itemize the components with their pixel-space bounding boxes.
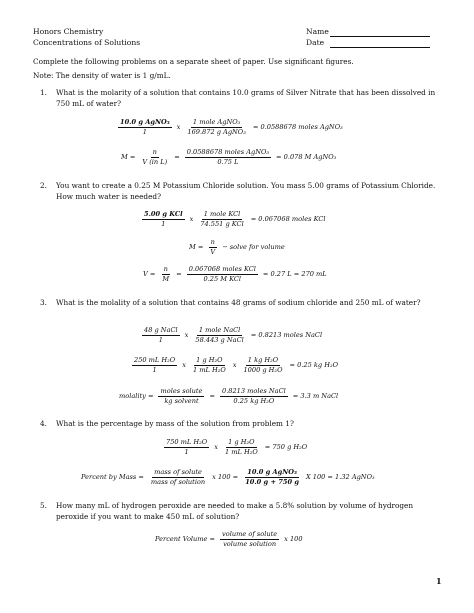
problem-3-molality: [116, 387, 341, 405]
numerator: 0.0588678 moles AgNO₃: [186, 148, 270, 156]
lhs: Percent by Mass =: [81, 473, 144, 481]
denominator: 1: [142, 127, 147, 136]
numerator: 1 mole NaCl: [198, 326, 241, 334]
problem-3-moles: [140, 326, 325, 344]
numerator: 10.0 g AgNO₃: [247, 468, 297, 476]
result: = 750 g H₂O: [264, 443, 308, 451]
problem-2-number: 2.: [40, 181, 47, 190]
numerator: 250 mL H₂O: [134, 356, 176, 364]
result: = 0.27 L = 270 mL: [262, 270, 327, 278]
equals-sign: =: [209, 392, 215, 400]
problem-2-solve-volume: [186, 238, 288, 256]
fraction: [193, 326, 245, 344]
problem-4-mass-water: [162, 438, 310, 456]
fraction: [158, 387, 204, 405]
problem-4-text: What is the percentage by mass of the solution from problem 1?: [56, 419, 294, 428]
fraction: [220, 387, 288, 405]
denominator: 1 mL H₂O: [224, 447, 258, 456]
problem-1-number: 1.: [40, 88, 47, 97]
fraction: [191, 356, 228, 374]
result: = 0.25 kg H₂O: [289, 361, 338, 369]
numerator: 1 g H₂O: [228, 438, 255, 446]
problem-3-text: What is the molality of a solution that contains 48 grams of sodium chloride and 250 mL of water?: [56, 298, 421, 307]
date-label: Date: [306, 38, 325, 47]
problem-1-conversion: [116, 118, 346, 136]
denominator: 1: [158, 335, 163, 344]
result: = 0.067068 moles KCl: [250, 215, 326, 223]
denominator: 0.75 L: [217, 157, 239, 166]
numerator: 750 mL H₂O: [166, 438, 208, 446]
times-sign: x: [214, 443, 218, 451]
fraction: [160, 265, 171, 283]
fraction: [241, 356, 284, 374]
fraction: [142, 326, 180, 344]
denominator: volume solution: [223, 539, 277, 548]
lhs: molality =: [119, 392, 154, 400]
lhs: M =: [189, 243, 204, 251]
denominator: 1 mL H₂O: [192, 365, 226, 374]
multiply-100: x 100: [284, 535, 303, 543]
fraction: [132, 356, 177, 374]
numerator: 0.8213 moles NaCl: [222, 387, 286, 395]
instructions: Complete the following problems on a separate sheet of paper. Use significant figures.: [33, 57, 354, 66]
denominator: V: [210, 247, 216, 256]
denominator: 1: [184, 447, 189, 456]
problem-1-text: What is the molarity of a solution that contains 10.0 grams of Silver Nitrate that has been dissolved in 750 mL of water?: [56, 88, 436, 108]
numerator: 1 kg H₂O: [247, 356, 279, 364]
problem-5-number: 5.: [40, 501, 47, 510]
problem-4-percent-mass: [78, 468, 378, 486]
result: = 0.8213 moles NaCl: [250, 331, 323, 339]
numerator: 1 mole AgNO₃: [192, 118, 241, 126]
fraction: [149, 468, 207, 486]
problem-2-volume: [140, 265, 330, 283]
topic-title: Concentrations of Solutions: [33, 38, 141, 47]
fraction: [142, 210, 185, 228]
times-sign: x: [176, 123, 181, 131]
fraction: [220, 530, 279, 548]
numerator: n: [210, 238, 215, 246]
denominator: kg solvent: [164, 396, 199, 405]
result: − solve for volume: [222, 243, 285, 251]
denominator: 1000 g H₂O: [243, 365, 283, 374]
fraction: [140, 148, 169, 166]
denominator: 58.443 g NaCl: [195, 335, 244, 344]
fraction: [185, 148, 271, 166]
problem-3-number: 3.: [40, 298, 47, 307]
name-label: Name: [306, 27, 329, 36]
fraction: [164, 438, 209, 456]
numerator: 1 mole KCl: [203, 210, 241, 218]
denominator: 1: [152, 365, 157, 374]
page-number: 1: [436, 576, 442, 586]
fraction: [185, 118, 247, 136]
numerator: 0.067068 moles KCl: [188, 265, 256, 273]
denominator: 0.25 M KCl: [203, 274, 242, 283]
denominator: M: [162, 274, 170, 283]
lhs: M =: [121, 153, 136, 161]
numerator: 1 g H₂O: [196, 356, 223, 364]
times-sign: x: [232, 361, 237, 369]
name-blank-line: [330, 36, 430, 37]
problem-1-molarity: [118, 148, 339, 166]
times-sign: x: [182, 361, 186, 369]
numerator: 48 g NaCl: [144, 326, 178, 334]
problem-4-number: 4.: [40, 419, 47, 428]
denominator: 10.0 g + 750 g: [245, 477, 299, 486]
denominator: V (in L): [142, 157, 168, 166]
problem-5-text: How many mL of hydrogen peroxide are needed to make a 5.8% solution by volume of hydrogen peroxide if you want to make 450 mL of solution?: [56, 501, 414, 521]
equals-sign: =: [176, 270, 182, 278]
fraction: [208, 238, 217, 256]
result: = 0.0588678 moles AgNO₃: [252, 123, 343, 131]
course-title: Honors Chemistry: [33, 27, 104, 36]
numerator: n: [152, 148, 157, 156]
fraction: [118, 118, 172, 136]
numerator: mass of solute: [154, 468, 202, 476]
denominator: 74.551 g KCl: [200, 219, 244, 228]
problem-2-conversion: [140, 210, 328, 228]
numerator: 5.00 g KCl: [144, 210, 183, 218]
fraction: [198, 210, 245, 228]
fraction: [223, 438, 260, 456]
date-blank-line: [330, 47, 430, 48]
density-note: Note: The density of water is 1 g/mL.: [33, 71, 171, 80]
fraction: [187, 265, 258, 283]
multiply-100: x 100 =: [212, 473, 239, 481]
lhs: Percent Volume =: [155, 535, 216, 543]
result: = 0.078 M AgNO₃: [276, 153, 337, 161]
problem-5-percent-volume: [152, 530, 306, 548]
equals-sign: =: [174, 153, 180, 161]
denominator: 0.25 kg H₂O: [233, 396, 275, 405]
denominator: 169.872 g AgNO₃: [187, 127, 246, 136]
times-sign: x: [189, 215, 194, 223]
numerator: volume of solute: [222, 530, 278, 538]
problem-3-mass-water: [130, 356, 341, 374]
problem-2-text: You want to create a 0.25 M Potassium Chloride solution. You mass 5.00 grams of Potassium Chloride. How much water is needed?: [56, 181, 436, 201]
denominator: 1: [161, 219, 166, 228]
times-sign: x: [184, 331, 189, 339]
result: = 3.3 m NaCl: [292, 392, 339, 400]
denominator: mass of solution: [150, 477, 206, 486]
numerator: 10.0 g AgNO₃: [120, 118, 170, 126]
lhs: V =: [143, 270, 156, 278]
result: X 100 = 1.32 AgNO₃: [305, 473, 375, 481]
numerator: moles solute: [160, 387, 203, 395]
fraction: [243, 468, 301, 486]
numerator: n: [163, 265, 168, 273]
